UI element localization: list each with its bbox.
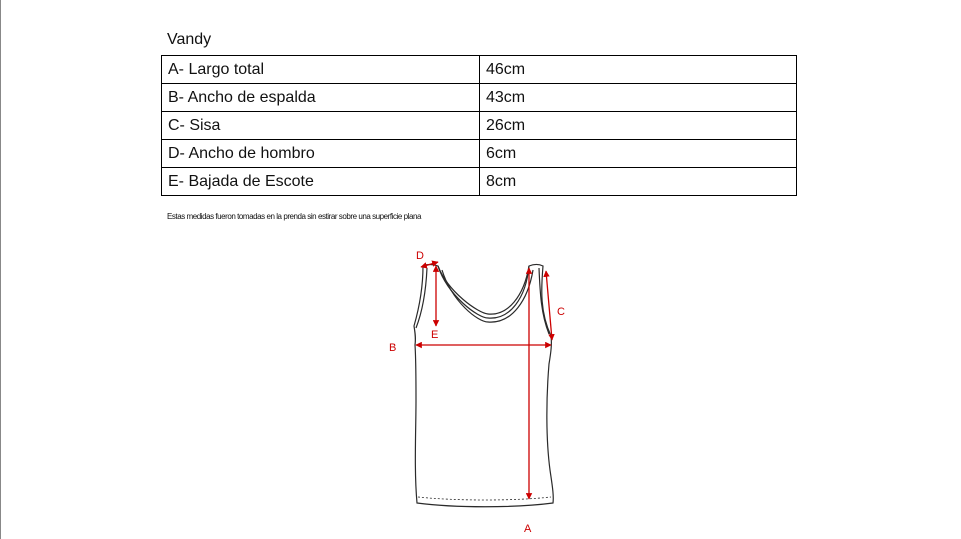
tank-top-outline xyxy=(414,265,553,507)
label-b: B xyxy=(389,342,397,354)
measurement-value: 6cm xyxy=(480,140,797,168)
label-d: D xyxy=(416,250,424,262)
measurement-value: 43cm xyxy=(480,84,797,112)
measurement-value: 46cm xyxy=(480,56,797,84)
measurement-note: Estas medidas fueron tomadas en la prenda sin estirar sobre una superficie plana xyxy=(167,212,421,221)
measurement-label: C- Sisa xyxy=(162,112,480,140)
product-title: Vandy xyxy=(167,31,212,48)
label-a: A xyxy=(524,523,532,535)
label-e: E xyxy=(431,329,439,341)
measurement-label: E- Bajada de Escote xyxy=(162,168,480,196)
label-c: C xyxy=(557,306,565,318)
measurement-label: B- Ancho de espalda xyxy=(162,84,480,112)
measurement-lines xyxy=(416,262,552,499)
measurement-label: D- Ancho de hombro xyxy=(162,140,480,168)
measurement-value: 8cm xyxy=(480,168,797,196)
measurement-value: 26cm xyxy=(480,112,797,140)
measurement-label: A- Largo total xyxy=(162,56,480,84)
